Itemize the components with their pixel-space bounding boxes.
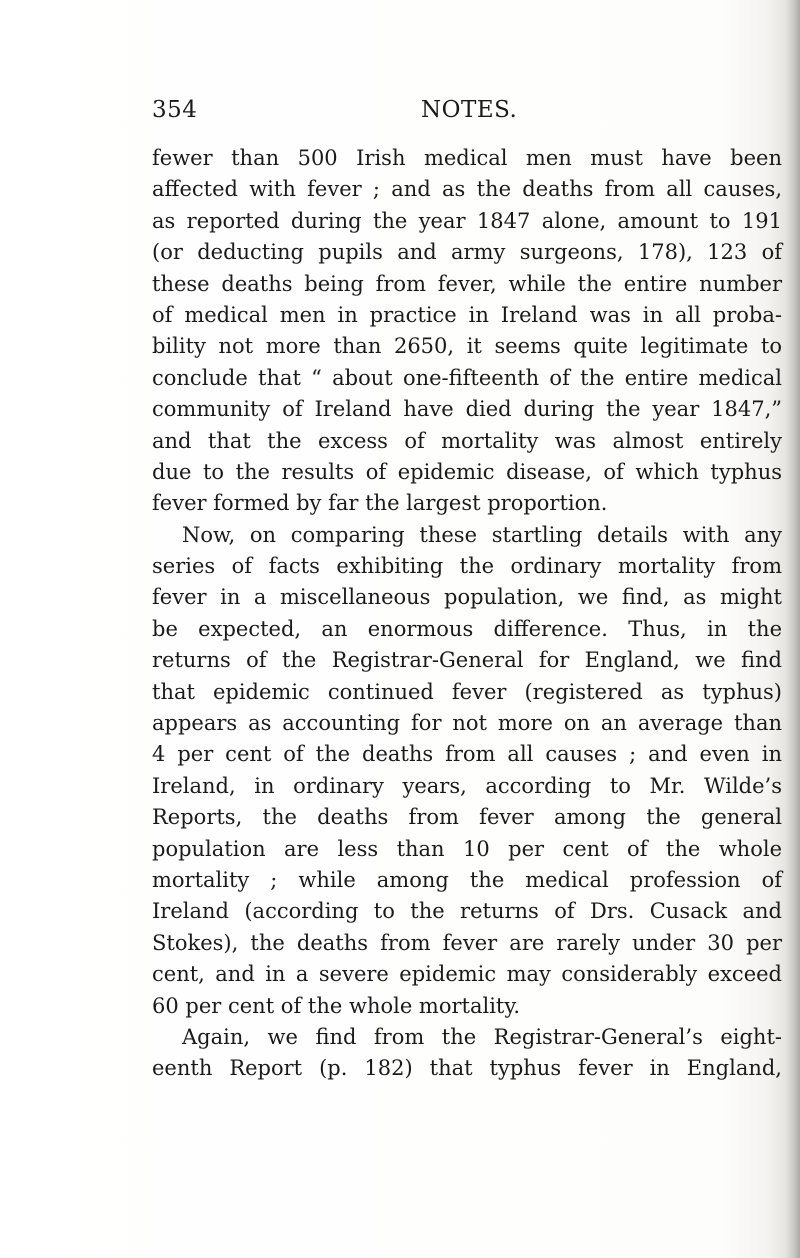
text-line: population are less than 10 per cent of the whole — [152, 836, 782, 861]
running-head: NOTES. — [421, 97, 518, 123]
text-line: Now, on comparing these startling details with any — [182, 522, 782, 547]
text-line: and that the excess of mortality was almost entirely — [152, 428, 782, 453]
text-line: conclude that “ about one-fifteenth of the entire medical — [152, 365, 782, 390]
text-line: of medical men in practice in Ireland was in all proba- — [152, 302, 782, 327]
text-line: fewer than 500 Irish medical men must have been — [152, 146, 782, 170]
text-line: 4 per cent of the deaths from all causes ; and even in — [152, 742, 782, 767]
page-header — [152, 97, 782, 129]
text-line: be expected, an enormous difference. Thus, in the — [152, 616, 782, 641]
body-text — [152, 143, 782, 1085]
text-line: 60 per cent of the whole mortality. — [152, 993, 521, 1018]
text-line: Ireland, in ordinary years, according to Mr. Wilde’s — [152, 773, 782, 798]
text-line: series of facts exhibiting the ordinary mortality from — [152, 554, 782, 579]
text-line: due to the results of epidemic disease, of which typhus — [152, 459, 782, 484]
text-line: Ireland (according to the returns of Drs. Cusack and — [152, 899, 782, 924]
text-line: Stokes), the deaths from fever are rarely under 30 per — [152, 930, 782, 955]
text-line: eenth Report (p. 182) that typhus fever in England, — [152, 1056, 782, 1081]
text-line: bility not more than 2650, it seems quite legitimate to — [152, 334, 782, 359]
text-line: mortality ; while among the medical profession of — [152, 867, 782, 892]
text-line: Reports, the deaths from fever among the general — [152, 805, 782, 830]
page-edge-shadow — [786, 0, 800, 1258]
text-line: returns of the Registrar-General for England, we find — [152, 648, 782, 673]
page-number: 354 — [152, 97, 198, 123]
text-line: community of Ireland have died during the year 1847,” — [152, 397, 782, 422]
text-line: fever formed by far the largest proportion. — [152, 491, 608, 516]
text-line: affected with fever ; and as the deaths from all causes, — [152, 177, 782, 202]
text-line: fever in a miscellaneous population, we find, as might — [152, 585, 782, 610]
text-line: Again, we find from the Registrar-General’s eight- — [182, 1024, 782, 1049]
text-line: appears as accounting for not more on an average than — [152, 711, 782, 736]
text-line: that epidemic continued fever (registered as typhus) — [152, 679, 782, 704]
text-line: cent, and in a severe epidemic may considerably exceed — [152, 962, 782, 987]
text-line: as reported during the year 1847 alone, amount to 191 — [152, 208, 782, 233]
text-line: these deaths being from fever, while the entire number — [152, 271, 782, 296]
text-line: (or deducting pupils and army surgeons, 178), 123 of — [152, 240, 782, 265]
